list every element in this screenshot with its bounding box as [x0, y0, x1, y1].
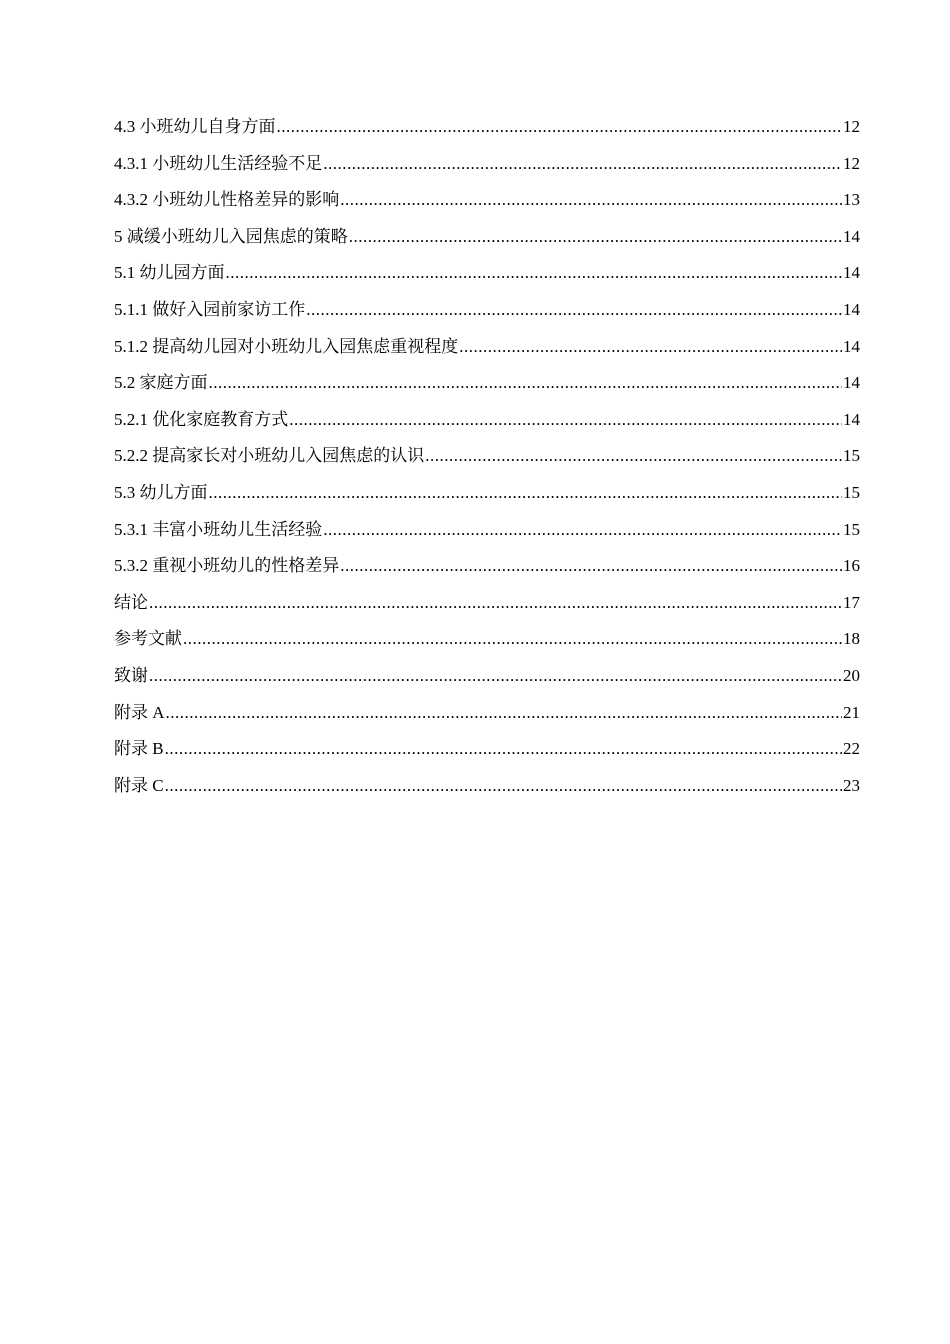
toc-entry[interactable] [114, 695, 860, 732]
toc-entry[interactable] [114, 731, 860, 768]
toc-entry[interactable] [114, 658, 860, 695]
toc-leader-dots [209, 475, 843, 512]
toc-entry-title: 5.1.1 做好入园前家访工作 [114, 299, 306, 319]
toc-entry-title: 致谢 [114, 665, 148, 685]
toc-entry-title: 5.3.1 丰富小班幼儿生活经验 [114, 519, 323, 539]
toc-entry[interactable] [114, 768, 860, 805]
toc-entry-page: 21 [843, 702, 860, 722]
toc-entry-title: 附录 C [114, 775, 164, 795]
toc-entry-page: 14 [843, 409, 860, 429]
toc-entry-title: 5 减缓小班幼儿入园焦虑的策略 [114, 226, 348, 246]
toc-entry[interactable] [114, 109, 860, 146]
toc-leader-dots [277, 109, 843, 146]
toc-entry-page: 17 [843, 592, 860, 612]
toc-entry-page: 14 [843, 226, 860, 246]
toc-leader-dots [165, 768, 842, 805]
toc-entry[interactable] [114, 146, 860, 183]
toc-leader-dots [209, 365, 843, 402]
toc-entry-page: 14 [843, 373, 860, 393]
toc-entry-page: 15 [843, 519, 860, 539]
toc-entry[interactable] [114, 219, 860, 256]
toc-leader-dots [165, 731, 842, 768]
toc-entry[interactable] [114, 402, 860, 439]
toc-leader-dots [149, 658, 842, 695]
toc-entry-title: 5.3.2 重视小班幼儿的性格差异 [114, 556, 340, 576]
toc-entry-title: 4.3.2 小班幼儿性格差异的影响 [114, 190, 340, 210]
toc-entry-page: 12 [843, 153, 860, 173]
toc-entry-page: 18 [843, 629, 860, 649]
toc-entry[interactable] [114, 182, 860, 219]
toc-leader-dots [323, 512, 842, 549]
toc-leader-dots [340, 182, 842, 219]
toc-leader-dots [323, 146, 842, 183]
toc-leader-dots [425, 438, 842, 475]
toc-leader-dots [149, 585, 842, 622]
toc-entry-page: 23 [843, 775, 860, 795]
toc-entry-page: 13 [843, 190, 860, 210]
toc-entry-page: 16 [843, 556, 860, 576]
toc-entry[interactable] [114, 255, 860, 292]
toc-entry-title: 5.1.2 提高幼儿园对小班幼儿入园焦虑重视程度 [114, 336, 459, 356]
toc-entry[interactable] [114, 475, 860, 512]
toc-entry-page: 15 [843, 482, 860, 502]
table-of-contents [114, 109, 860, 804]
toc-entry-title: 附录 B [114, 739, 164, 759]
toc-leader-dots [183, 621, 842, 658]
toc-entry[interactable] [114, 548, 860, 585]
toc-entry-page: 22 [843, 739, 860, 759]
toc-entry-page: 15 [843, 446, 860, 466]
toc-entry-title: 5.2.1 优化家庭教育方式 [114, 409, 289, 429]
toc-leader-dots [289, 402, 842, 439]
toc-entry-title: 5.3 幼儿方面 [114, 482, 208, 502]
toc-entry-title: 4.3.1 小班幼儿生活经验不足 [114, 153, 323, 173]
toc-entry[interactable] [114, 292, 860, 329]
toc-entry-page: 12 [843, 117, 860, 136]
toc-entry-title: 5.1 幼儿园方面 [114, 263, 225, 283]
toc-entry-page: 14 [843, 263, 860, 283]
toc-entry[interactable] [114, 438, 860, 475]
toc-entry-title: 4.3 小班幼儿自身方面 [114, 117, 276, 136]
toc-entry-title: 结论 [114, 592, 148, 612]
toc-leader-dots [340, 548, 842, 585]
toc-leader-dots [349, 219, 842, 256]
toc-leader-dots [166, 695, 842, 732]
toc-entry[interactable] [114, 512, 860, 549]
toc-entry[interactable] [114, 585, 860, 622]
toc-entry-title: 5.2 家庭方面 [114, 373, 208, 393]
toc-entry[interactable] [114, 621, 860, 658]
toc-entry-page: 14 [843, 336, 860, 356]
toc-leader-dots [459, 329, 842, 366]
toc-entry-title: 附录 A [114, 702, 165, 722]
toc-entry-page: 14 [843, 299, 860, 319]
toc-entry-page: 20 [843, 665, 860, 685]
toc-entry[interactable] [114, 365, 860, 402]
toc-entry-title: 5.2.2 提高家长对小班幼儿入园焦虑的认识 [114, 446, 425, 466]
toc-entry[interactable] [114, 329, 860, 366]
toc-leader-dots [226, 255, 843, 292]
toc-entry-title: 参考文献 [114, 629, 182, 649]
toc-leader-dots [306, 292, 842, 329]
